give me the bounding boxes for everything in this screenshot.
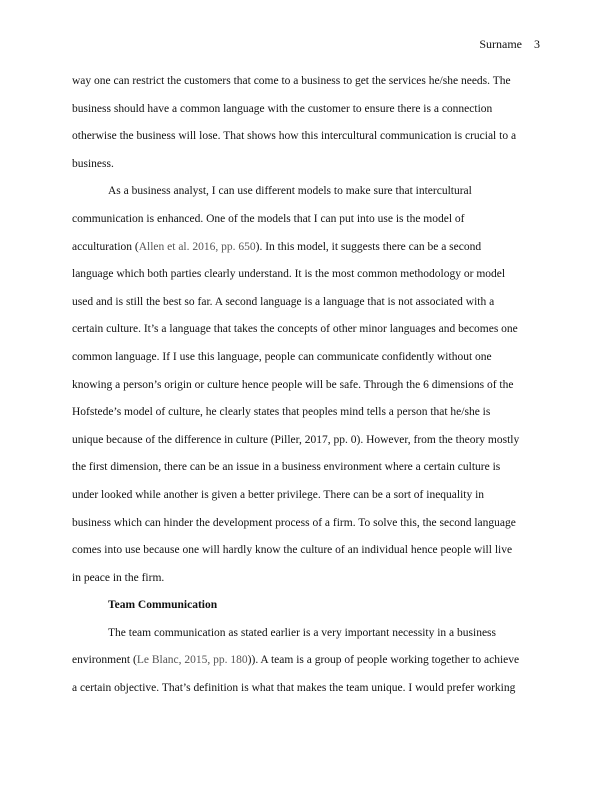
paragraph-line: business should have a common language with the customer to ensure there is a connection — [72, 102, 493, 115]
text-run: environment ( — [72, 654, 137, 667]
document-body — [72, 68, 542, 703]
paragraph-line: comes into use because one will hardly know the culture of an individual hence people will live — [72, 544, 513, 557]
text-run: ). In this model, it suggests there can be a second — [255, 240, 482, 253]
paragraph-line: business which can hinder the development process of a firm. To solve this, the second language — [72, 516, 516, 529]
paragraph-line: the first dimension, there can be an issue in a business environment where a certain culture is — [72, 461, 501, 474]
citation-le-blanc: Le Blanc, 2015, pp. 180 — [136, 654, 248, 667]
text-run: )). A team is a group of people working together to achieve — [247, 654, 520, 667]
citation-allen: Allen et al. 2016, pp. 650 — [138, 240, 256, 253]
paragraph-line: in peace in the firm. — [72, 571, 165, 584]
paragraph-line: otherwise the business will lose. That shows how this intercultural communication is crucial to a — [72, 130, 517, 143]
paragraph-line: common language. If I use this language, people can communicate confidently without one — [72, 350, 492, 363]
paragraph-line: a certain objective. That’s definition is what that makes the team unique. I would prefer working — [72, 682, 516, 695]
paragraph-line: communication is enhanced. One of the models that I can put into use is the model of — [72, 212, 465, 225]
paragraph-line: unique because of the difference in culture (Piller, 2017, pp. 0). However, from the theory mostly — [72, 433, 520, 446]
paragraph-line: under looked while another is given a better privilege. There can be a sort of inequality in — [72, 488, 485, 501]
paragraph-line — [72, 241, 481, 253]
paragraph-line — [72, 654, 519, 666]
page-number: 3 — [534, 37, 540, 51]
paragraph-line: language which both parties clearly understand. It is the most common methodology or model — [72, 268, 506, 281]
paragraph-line: used and is still the best so far. A second language is a language that is not associated with a — [72, 295, 495, 308]
paragraph-line: knowing a person’s origin or culture hence people will be safe. Through the 6 dimensions of the — [72, 378, 514, 391]
paragraph-line: business. — [72, 157, 114, 170]
section-heading: Team Communication — [108, 599, 218, 612]
text-run: acculturation ( — [72, 240, 139, 253]
paragraph-line: certain culture. It’s a language that takes the concepts of other minor languages and becomes one — [72, 323, 518, 336]
running-header — [479, 36, 540, 52]
paragraph-3 — [72, 620, 542, 703]
paragraph-line: The team communication as stated earlier is a very important necessity in a business — [108, 626, 497, 639]
paragraph-line: way one can restrict the customers that come to a business to get the services he/she needs. The — [72, 75, 511, 87]
paragraph-2 — [72, 178, 542, 592]
paragraph-line: Hofstede’s model of culture, he clearly states that peoples mind tells a person that he/she is — [72, 406, 491, 419]
paragraph-line: As a business analyst, I can use different models to make sure that intercultural — [108, 185, 472, 198]
paragraph-1 — [72, 68, 542, 178]
header-surname: Surname — [479, 37, 522, 51]
